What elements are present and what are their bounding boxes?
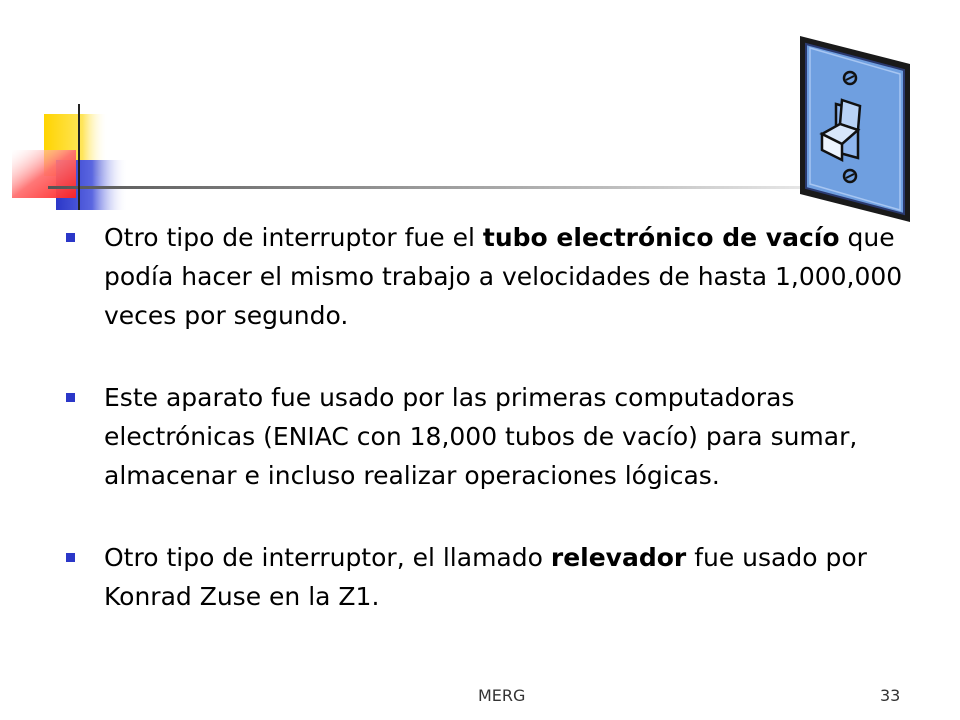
light-switch-icon xyxy=(796,34,914,224)
bold-term: tubo electrónico de vacío xyxy=(482,223,840,252)
text-segment: Este aparato fue usado por las primeras computadoras electrónicas (ENIAC con 18,000 tubos de vacío) para sumar, almacenar e incluso realizar operaciones lógicas. xyxy=(104,383,858,490)
red-square xyxy=(12,150,76,198)
text-segment: que podía hacer el mismo trabajo a velocidades de hasta 1,000,000 veces por segundo. xyxy=(104,223,903,330)
bullet-text xyxy=(104,218,924,335)
list-item xyxy=(64,378,924,495)
bullet-text xyxy=(104,378,924,495)
bold-term: relevador xyxy=(550,543,687,572)
list-item xyxy=(64,218,924,335)
footer-author: MERG xyxy=(478,686,526,705)
bullet-square-icon xyxy=(66,393,75,402)
vertical-rule xyxy=(78,104,80,210)
text-segment: Otro tipo de interruptor fue el xyxy=(104,223,483,252)
bullet-text xyxy=(104,538,924,616)
horizontal-rule xyxy=(48,186,838,189)
text-segment: fue usado por Konrad Zuse en la Z1. xyxy=(104,543,867,611)
list-item xyxy=(64,538,924,616)
bullet-list xyxy=(64,218,924,616)
page-number: 33 xyxy=(880,686,901,705)
bullet-square-icon xyxy=(66,553,75,562)
bullet-square-icon xyxy=(66,233,75,242)
text-segment: Otro tipo de interruptor, el llamado xyxy=(104,543,551,572)
